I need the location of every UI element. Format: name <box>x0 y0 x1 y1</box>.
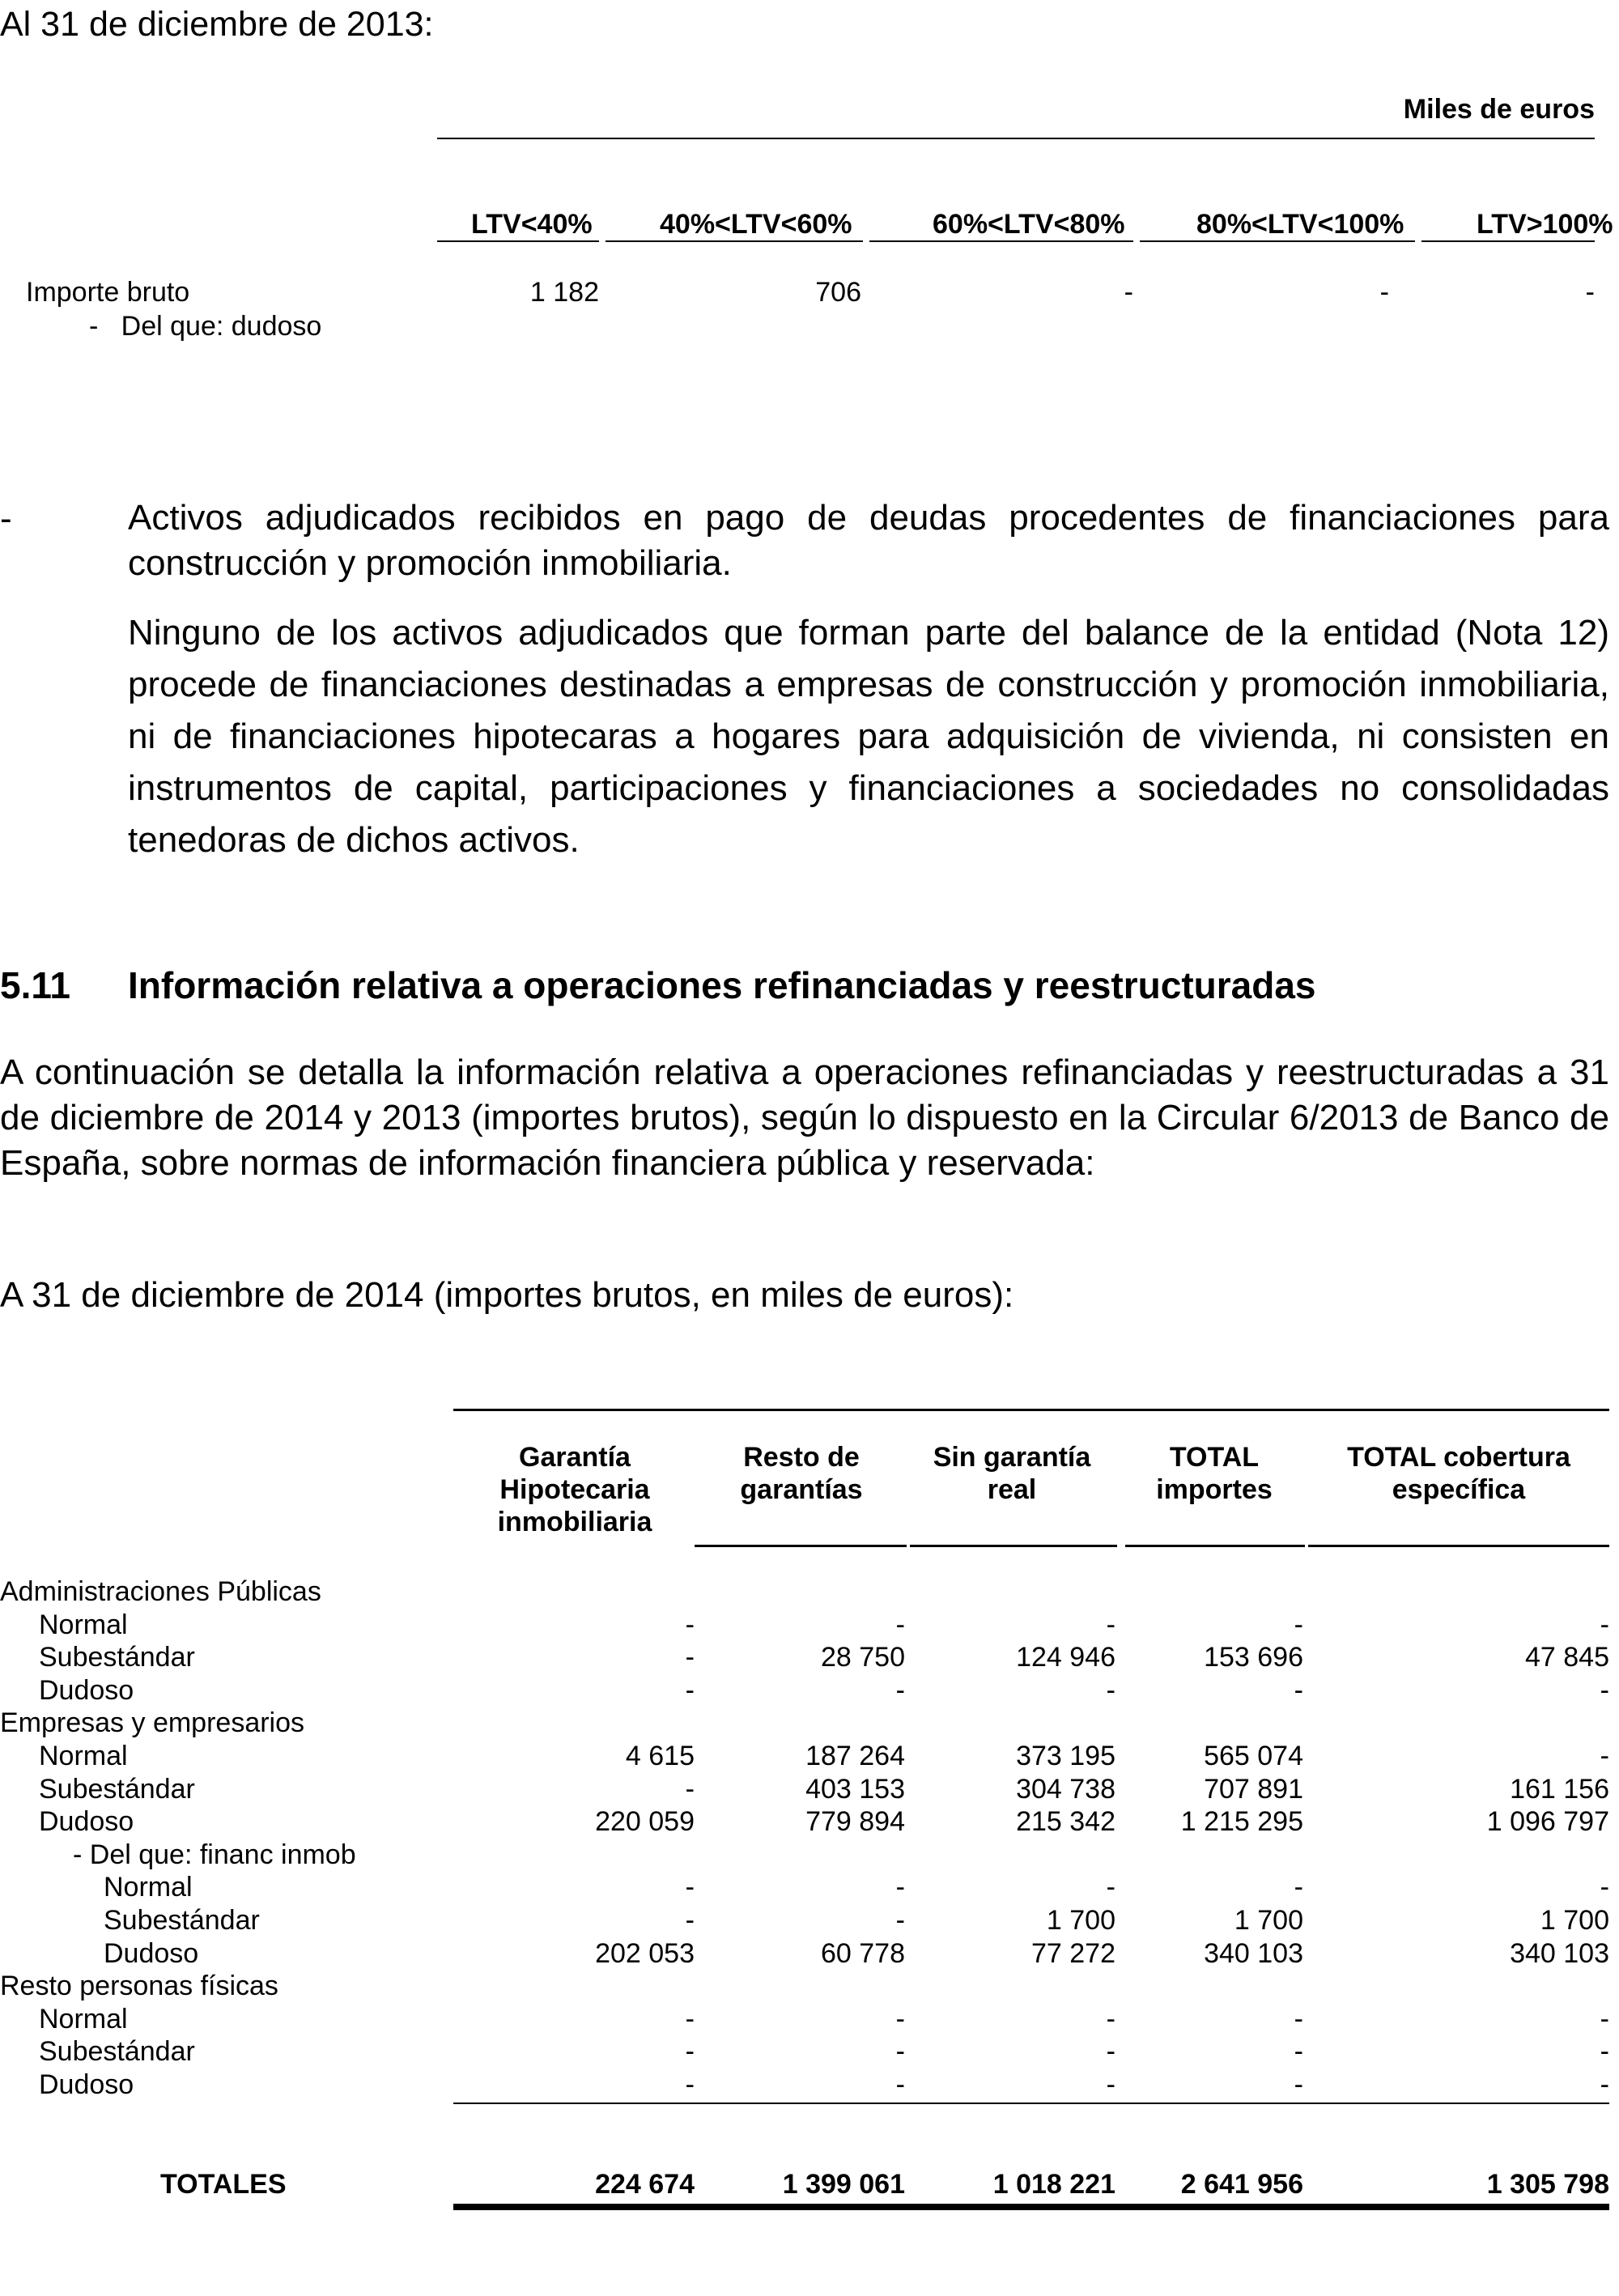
totals-value: 224 674 <box>595 2169 695 2200</box>
row-label: Administraciones Públicas <box>0 1576 321 1607</box>
ltv-col-3: 60%<LTV<80% <box>933 209 1125 240</box>
row-label: Normal <box>104 1872 193 1903</box>
cell-value: 779 894 <box>805 1806 905 1838</box>
cell-value: 565 074 <box>1204 1741 1303 1771</box>
column-header-line: TOTAL <box>1169 1442 1260 1473</box>
ltv-value: - <box>1379 277 1389 308</box>
cell-value: - <box>1600 2036 1609 2068</box>
cell-value: 161 156 <box>1510 1773 1609 1805</box>
column-header-line: específica <box>1392 1474 1526 1505</box>
totals-value: 1 305 798 <box>1486 2169 1609 2200</box>
column-header-resto-garantias <box>704 1441 899 1506</box>
top-rule <box>437 138 1595 139</box>
section-title: Información relativa a operaciones refinanciadas y reestructuradas <box>128 964 1316 1006</box>
cell-value: - <box>685 1674 695 1706</box>
cell-value: 1 700 <box>1046 1905 1115 1936</box>
column-header-line: Resto de <box>743 1442 860 1473</box>
table-row <box>0 1740 1611 1772</box>
cell-value: 77 272 <box>1031 1937 1115 1969</box>
cell-value: 304 738 <box>1016 1773 1115 1805</box>
cell-value: 187 264 <box>805 1741 905 1771</box>
cell-value: - <box>1600 1609 1609 1640</box>
cell-value: 215 342 <box>1016 1806 1115 1838</box>
column-header-line: inmobiliaria <box>497 1507 652 1537</box>
column-header-line: Hipotecaria <box>499 1474 650 1505</box>
column-header-total-cobertura <box>1308 1441 1609 1506</box>
ltv-col-rule-5 <box>1421 240 1595 242</box>
ltv-col-5: LTV>100% <box>1477 209 1613 240</box>
cell-value: 340 103 <box>1204 1937 1303 1969</box>
section-intro: A continuación se detalla la información relativa a operaciones refinanciadas y reestructuradas a 31 de diciembre de 2014 y 2013 (importes brutos), según lo dispuesto en la Circular 6/2013 de Banco de España, sobre normas de información financiera pública y reservada: <box>0 1052 1609 1183</box>
row-label: Subestándar <box>39 1773 195 1805</box>
table-row <box>0 2069 1611 2101</box>
bullet: - <box>0 499 12 538</box>
row-label: Dudoso <box>104 1937 199 1969</box>
top-date-heading: Al 31 de diciembre de 2013: <box>0 5 434 44</box>
section-number: 5.11 <box>0 964 70 1006</box>
row-label: Empresas y empresarios <box>0 1707 305 1739</box>
cell-value: - <box>895 2003 905 2035</box>
totals-double-rule <box>453 2204 1609 2210</box>
row-label: Subestándar <box>39 2036 195 2068</box>
foreclosed-body: Ninguno de los activos adjudicados que forman parte del balance de la entidad (Nota 12) procede de financiaciones destinadas a empresas de construcción y promoción inmobiliaria, ni de financiaciones hipotecaras a hogares para adquisición de vivienda, ni consisten en instrumentos de capital, participaciones y financiaciones a sociedades no consolidadas tenedoras de dichos activos. <box>128 613 1609 860</box>
column-header-line: Sin garantía <box>933 1442 1091 1473</box>
cell-value: 1 096 797 <box>1486 1806 1609 1838</box>
column-header-total-importes <box>1125 1441 1303 1506</box>
ltv-col-rule-1 <box>437 240 599 242</box>
cell-value: - <box>685 1872 695 1903</box>
row-label: Dudoso <box>39 1806 134 1838</box>
table-row <box>0 1674 1611 1707</box>
header-rule-2 <box>910 1545 1117 1547</box>
row-label: - Del que: financ inmob <box>73 1839 356 1870</box>
cell-value: - <box>895 2069 905 2100</box>
table-row <box>0 1805 1611 1838</box>
ltv-col-2: 40%<LTV<60% <box>660 209 852 240</box>
ltv-col-rule-2 <box>606 240 863 242</box>
totals-value: 1 399 061 <box>782 2169 905 2200</box>
cell-value: - <box>1600 2003 1609 2035</box>
ltv-value: - <box>1124 277 1133 308</box>
table-row <box>0 1871 1611 1903</box>
cell-value: - <box>685 1773 695 1805</box>
cell-value: 60 778 <box>821 1937 905 1969</box>
column-header-line: TOTAL cobertura <box>1347 1442 1570 1473</box>
cell-value: - <box>895 2036 905 2068</box>
cell-value: 4 615 <box>625 1741 695 1771</box>
totals-value: 2 641 956 <box>1180 2169 1303 2200</box>
table-row <box>0 1773 1611 1805</box>
cell-value: 707 891 <box>1204 1773 1303 1805</box>
totals-label: TOTALES <box>160 2169 287 2200</box>
totals-value: 1 018 221 <box>992 2169 1115 2200</box>
row-label: Dudoso <box>39 2069 134 2100</box>
cell-value: - <box>1106 2069 1115 2100</box>
cell-value: - <box>1294 1872 1303 1903</box>
row-label: Normal <box>39 1609 128 1640</box>
cell-value: 1 700 <box>1234 1905 1303 1936</box>
table-row <box>0 1707 1611 1739</box>
row-label: Normal <box>39 2003 128 2035</box>
row-label: Subestándar <box>104 1905 260 1936</box>
column-header-garantia-hipotecaria <box>453 1441 696 1538</box>
foreclosed-title: Activos adjudicados recibidos en pago de deudas procedentes de financiaciones para construcción y promoción inmobiliaria. <box>128 498 1609 583</box>
cell-value: - <box>685 2036 695 2068</box>
table-row <box>0 1904 1611 1937</box>
header-rule-4 <box>1308 1545 1609 1547</box>
cell-value: 153 696 <box>1204 1642 1303 1673</box>
ltv-row-label: - Del que: dudoso <box>89 311 322 342</box>
cell-value: - <box>685 2069 695 2100</box>
cell-value: 202 053 <box>595 1937 695 1969</box>
ltv-col-rule-3 <box>869 240 1133 242</box>
table-subheading: A 31 de diciembre de 2014 (importes brutos, en miles de euros): <box>0 1275 1014 1315</box>
cell-value: - <box>1106 1872 1115 1903</box>
cell-value: - <box>1600 2069 1609 2100</box>
cell-value: 373 195 <box>1016 1741 1115 1771</box>
cell-value: - <box>1294 1674 1303 1706</box>
units-label: Miles de euros <box>1403 94 1595 125</box>
cell-value: 28 750 <box>821 1642 905 1673</box>
ltv-value: - <box>1585 277 1595 308</box>
cell-value: - <box>685 2003 695 2035</box>
cell-value: - <box>1106 2036 1115 2068</box>
header-rule-3 <box>1125 1545 1305 1547</box>
column-header-line: real <box>987 1474 1037 1505</box>
cell-value: - <box>1106 1674 1115 1706</box>
cell-value: 403 153 <box>805 1773 905 1805</box>
column-header-sin-garantia <box>907 1441 1117 1506</box>
cell-value: - <box>1294 1609 1303 1640</box>
cell-value: 1 215 295 <box>1180 1806 1303 1838</box>
cell-value: - <box>895 1905 905 1936</box>
cell-value: - <box>1600 1872 1609 1903</box>
table-row <box>0 2003 1611 2035</box>
cell-value: - <box>685 1905 695 1936</box>
cell-value: 1 700 <box>1540 1905 1609 1936</box>
header-rule-1 <box>695 1545 907 1547</box>
row-label: Normal <box>39 1741 128 1771</box>
column-header-line: importes <box>1156 1474 1273 1505</box>
cell-value: - <box>1294 2069 1303 2100</box>
ltv-col-rule-4 <box>1140 240 1415 242</box>
cell-value: - <box>895 1674 905 1706</box>
cell-value: - <box>1294 2003 1303 2035</box>
table-row <box>0 1970 1611 2002</box>
cell-value: 124 946 <box>1016 1642 1115 1673</box>
cell-value: - <box>1106 2003 1115 2035</box>
ltv-value: 1 182 <box>529 277 599 308</box>
table-row <box>0 1609 1611 1641</box>
cell-value: 220 059 <box>595 1806 695 1838</box>
table-row <box>0 1641 1611 1673</box>
cell-value: - <box>685 1609 695 1640</box>
cell-value: - <box>895 1609 905 1640</box>
table-row <box>0 1937 1611 1970</box>
ltv-col-4: 80%<LTV<100% <box>1196 209 1404 240</box>
row-label: Dudoso <box>39 1674 134 1706</box>
cell-value: - <box>895 1872 905 1903</box>
totals-row <box>0 2168 1611 2200</box>
row-label: Subestándar <box>39 1642 195 1673</box>
ltv-value: 706 <box>815 277 861 308</box>
table-row <box>0 2035 1611 2068</box>
table-top-rule <box>453 1409 1609 1411</box>
row-label: Resto personas físicas <box>0 1971 278 2002</box>
ltv-row-label: Importe bruto <box>26 277 190 308</box>
cell-value: - <box>1600 1741 1609 1771</box>
subtotal-rule <box>453 2103 1609 2104</box>
cell-value: - <box>1106 1609 1115 1640</box>
cell-value: 340 103 <box>1510 1937 1609 1969</box>
column-header-line: garantías <box>740 1474 863 1505</box>
cell-value: - <box>1600 1674 1609 1706</box>
cell-value: - <box>685 1642 695 1673</box>
cell-value: - <box>1294 2036 1303 2068</box>
cell-value: 47 845 <box>1525 1642 1609 1673</box>
table-row <box>0 1839 1611 1871</box>
column-header-line: Garantía <box>519 1442 631 1473</box>
ltv-col-1: LTV<40% <box>471 209 593 240</box>
table-row <box>0 1575 1611 1608</box>
